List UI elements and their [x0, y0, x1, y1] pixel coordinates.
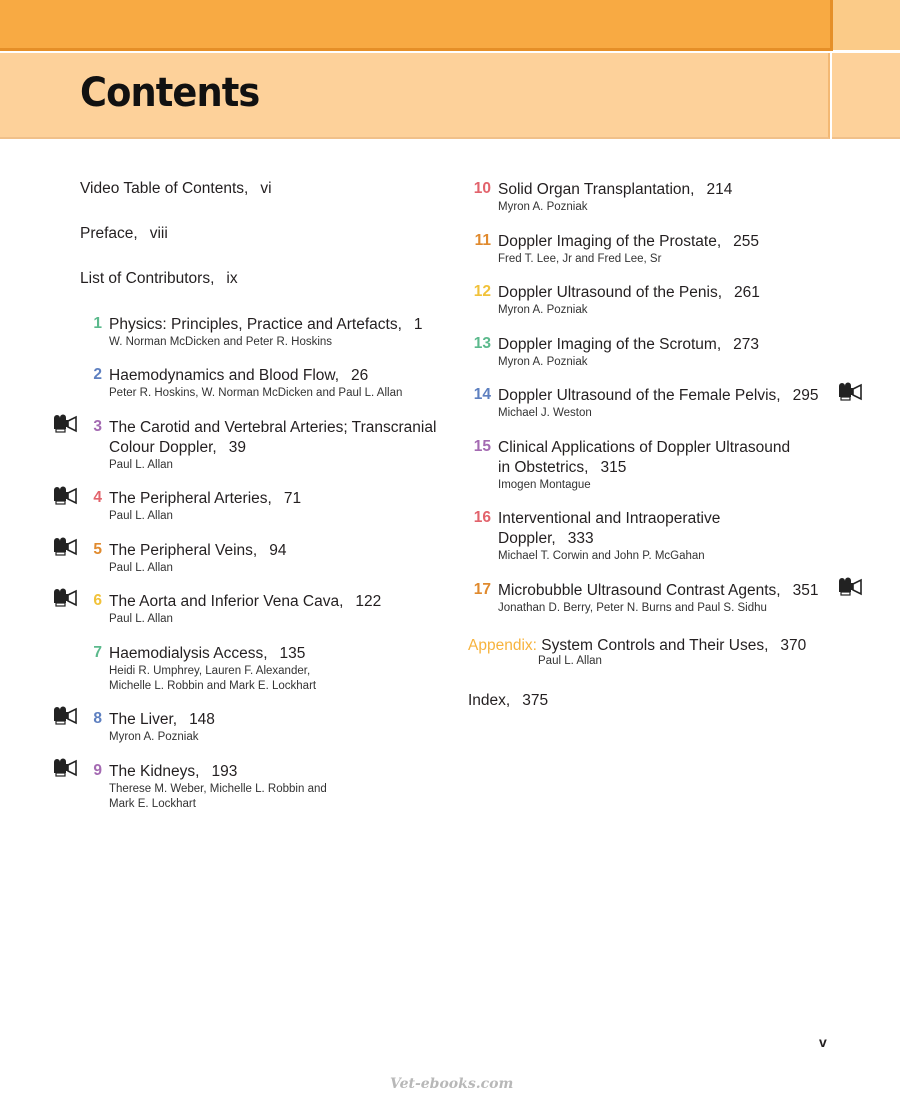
chapter-page: 295 [792, 387, 819, 404]
chapter-page: 39 [228, 439, 246, 456]
page-number: v [819, 1034, 827, 1050]
chapter-authors: Imogen Montague [498, 479, 591, 491]
chapter-title: Doppler Imaging of the Prostate, 255 [498, 233, 760, 250]
appendix-label: Appendix: [468, 637, 537, 654]
chapter-page: 94 [269, 542, 287, 559]
chapter-authors: Michael J. Weston [498, 407, 592, 419]
chapter-page: 135 [279, 645, 306, 662]
video-camera-icon[interactable] [53, 758, 77, 778]
chapter-body [109, 366, 402, 401]
chapter-page: 71 [283, 490, 302, 507]
chapter-body [109, 592, 381, 627]
chapter-body [498, 438, 790, 493]
video-camera-icon[interactable] [838, 382, 862, 402]
chapter-page: 26 [351, 367, 369, 384]
front-matter-label: List of Contributors, [80, 270, 215, 287]
appendix-page: 370 [780, 637, 807, 654]
appendix-authors: Paul L. Allan [538, 655, 602, 667]
video-camera-icon[interactable] [53, 537, 77, 557]
chapter-title: The Liver, 148 [109, 711, 215, 728]
video-camera-icon[interactable] [53, 414, 77, 434]
chapter-authors: Therese M. Weber, Michelle L. Robbin and [109, 783, 327, 795]
chapter-body [498, 232, 759, 267]
chapter-body [498, 180, 732, 215]
chapter-title: The Kidneys, 193 [109, 763, 238, 780]
page-title: Contents [80, 70, 260, 116]
chapter-title: The Peripheral Veins, 94 [109, 542, 287, 559]
front-matter-label: Preface, [80, 225, 138, 242]
chapter-body [109, 541, 286, 576]
chapter-authors: W. Norman McDicken and Peter R. Hoskins [109, 336, 333, 348]
chapter-body [109, 644, 316, 694]
chapter-title: Doppler Imaging of the Scrotum, 273 [498, 336, 760, 353]
chapter-authors: Mark E. Lockhart [109, 798, 196, 810]
chapter-authors: Paul L. Allan [109, 562, 173, 574]
chapter-title: Doppler, 333 [498, 530, 594, 547]
index-page: 375 [522, 692, 549, 709]
chapter-number: 13 [473, 335, 491, 352]
chapter-authors: Paul L. Allan [109, 459, 173, 471]
video-camera-icon[interactable] [53, 486, 77, 506]
chapter-title: Physics: Principles, Practice and Artefacts, 1 [109, 316, 423, 333]
chapter-number: 5 [93, 541, 102, 558]
header-band-top-right [833, 0, 900, 50]
chapter-body [498, 509, 720, 564]
chapter-page: 261 [734, 284, 760, 301]
chapter-page: 255 [733, 233, 760, 250]
index-label: Index, [468, 692, 511, 709]
chapter-number: 3 [93, 418, 102, 435]
chapter-authors: Jonathan D. Berry, Peter N. Burns and Paul S. Sidhu [498, 602, 767, 614]
chapter-number: 15 [473, 438, 491, 455]
chapter-page: 351 [792, 582, 819, 599]
front-matter-page: vi [260, 180, 272, 197]
chapter-number: 1 [93, 315, 102, 332]
chapter-title: Haemodynamics and Blood Flow, 26 [109, 367, 369, 384]
chapter-number: 11 [474, 232, 491, 249]
chapter-authors: Paul L. Allan [109, 613, 173, 625]
chapter-authors: Myron A. Pozniak [498, 356, 588, 368]
front-matter-preface[interactable] [80, 225, 168, 243]
chapter-title: Haemodialysis Access, 135 [109, 645, 306, 662]
chapter-page: 1 [413, 316, 423, 333]
chapter-title: Solid Organ Transplantation, 214 [498, 181, 733, 198]
chapter-page: 148 [189, 711, 215, 728]
index-entry[interactable] [468, 692, 548, 710]
chapter-body [109, 315, 423, 350]
chapter-body [109, 418, 436, 473]
header-band-title-right [832, 53, 900, 139]
chapter-page: 273 [733, 336, 760, 353]
chapter-authors: Michelle L. Robbin and Mark E. Lockhart [109, 680, 317, 692]
chapter-number: 8 [93, 710, 102, 727]
chapter-authors: Heidi R. Umphrey, Lauren F. Alexander, [109, 665, 311, 677]
front-matter-page: viii [149, 225, 168, 242]
chapter-title: Colour Doppler, 39 [109, 439, 246, 456]
chapter-number: 6 [93, 592, 102, 609]
chapter-page: 122 [355, 593, 382, 610]
chapter-body [109, 489, 301, 524]
chapter-title: in Obstetrics, 315 [498, 459, 627, 476]
chapter-number: 4 [93, 489, 102, 506]
chapter-page: 333 [567, 530, 594, 547]
chapter-number: 17 [473, 581, 491, 598]
chapter-title: The Aorta and Inferior Vena Cava, 122 [109, 593, 382, 610]
chapter-number: 14 [473, 386, 491, 403]
front-matter-contributors[interactable] [80, 270, 238, 288]
chapter-body [109, 762, 327, 812]
video-camera-icon[interactable] [53, 588, 77, 608]
chapter-title: Clinical Applications of Doppler Ultrasound [498, 439, 791, 456]
chapter-number: 7 [93, 644, 102, 661]
chapter-number: 16 [473, 509, 491, 526]
chapter-number: 12 [473, 283, 491, 300]
chapter-authors: Peter R. Hoskins, W. Norman McDicken and Paul L. Allan [109, 387, 403, 399]
chapter-page: 193 [211, 763, 238, 780]
chapter-title: Doppler Ultrasound of the Female Pelvis, 295 [498, 387, 819, 404]
chapter-body [498, 283, 760, 318]
chapter-authors: Fred T. Lee, Jr and Fred Lee, Sr [498, 253, 662, 265]
front-matter-page: ix [226, 270, 238, 287]
chapter-number: 9 [93, 762, 102, 779]
chapter-authors: Paul L. Allan [109, 510, 173, 522]
chapter-authors: Michael T. Corwin and John P. McGahan [498, 550, 705, 562]
watermark: Vet-ebooks.com [390, 1076, 514, 1092]
appendix-title: System Controls and Their Uses, [541, 637, 769, 654]
chapter-page: 214 [706, 181, 733, 198]
chapter-body [109, 710, 215, 745]
video-camera-icon[interactable] [838, 577, 862, 597]
header-band-top [0, 0, 833, 51]
chapter-title: The Peripheral Arteries, 71 [109, 490, 302, 507]
chapter-body [498, 386, 818, 421]
chapter-title: Interventional and Intraoperative [498, 510, 721, 527]
chapter-page: 315 [600, 459, 627, 476]
front-matter-video-toc[interactable] [80, 180, 272, 198]
chapter-authors: Myron A. Pozniak [498, 304, 588, 316]
video-camera-icon[interactable] [53, 706, 77, 726]
chapter-body [498, 581, 818, 616]
chapter-authors: Myron A. Pozniak [109, 731, 199, 743]
chapter-number: 10 [473, 180, 491, 197]
chapter-number: 2 [93, 366, 102, 383]
chapter-title: Doppler Ultrasound of the Penis, 261 [498, 284, 760, 301]
chapter-body [498, 335, 759, 370]
appendix-entry[interactable] [468, 637, 806, 655]
chapter-title: The Carotid and Vertebral Arteries; Transcranial [109, 419, 437, 436]
chapter-title: Microbubble Ultrasound Contrast Agents, 351 [498, 582, 819, 599]
front-matter-label: Video Table of Contents, [80, 180, 249, 197]
chapter-authors: Myron A. Pozniak [498, 201, 588, 213]
